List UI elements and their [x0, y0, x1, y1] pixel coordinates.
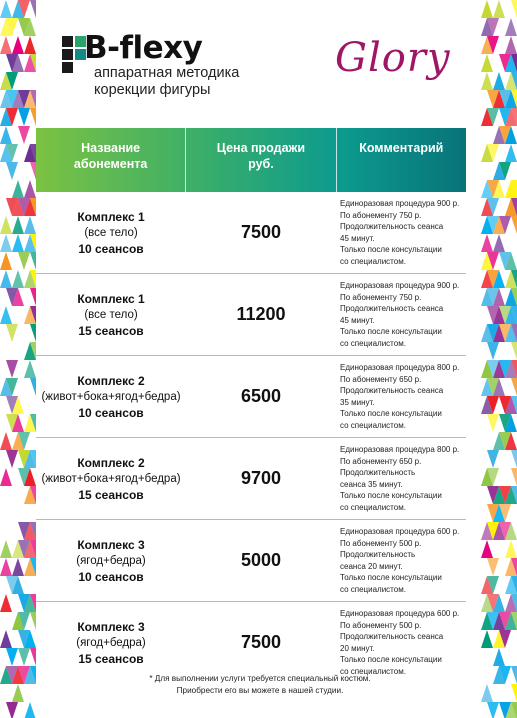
decor-triangle	[481, 0, 493, 18]
decor-triangle	[0, 432, 12, 450]
complex-zone: (ягод+бедра)	[76, 554, 146, 567]
comment-line: Продолжительность	[340, 550, 416, 559]
comment-line: Единоразовая процедура 800 р.	[340, 445, 460, 454]
decor-triangle	[0, 0, 12, 18]
complex-title: Комплекс 3	[77, 537, 145, 552]
decor-triangle	[0, 468, 12, 486]
comment-line: со специалистом.	[340, 256, 406, 266]
decor-triangle	[0, 270, 12, 288]
decor-triangle	[481, 684, 493, 702]
decor-triangle	[12, 558, 24, 576]
decor-triangle	[6, 162, 18, 180]
decor-triangle	[487, 342, 499, 360]
comment-line: 20 минут.	[340, 643, 375, 653]
table-row	[36, 356, 466, 438]
decor-triangle	[12, 216, 24, 234]
complex-zone: (все тело)	[84, 308, 138, 321]
decor-triangle	[487, 450, 499, 468]
decor-triangle	[487, 414, 499, 432]
complex-title: Комплекс 2	[77, 373, 145, 388]
price: 7500	[240, 222, 282, 242]
decor-triangle	[493, 0, 505, 18]
comment-line: Единоразовая процедура 800 р.	[340, 363, 460, 372]
decor-triangle	[24, 702, 36, 718]
session-count: 15 сеансов	[78, 487, 144, 502]
complex-title: Комплекс 1	[77, 209, 145, 224]
table-header	[36, 128, 466, 192]
complex-zone: (все тело)	[84, 226, 138, 239]
comment-line: Единоразовая процедура 900 р.	[340, 199, 460, 208]
comment-line: Продолжительность сеанса	[340, 304, 444, 313]
subscription-name	[36, 192, 186, 273]
decor-triangle	[0, 36, 12, 54]
decor-triangle	[511, 378, 517, 396]
comment-line: со специалистом.	[340, 584, 406, 594]
footnote: * Для выполнении услуги требуется специальный костюм. Приобрести его вы можете в нашей студии.	[149, 674, 371, 695]
table-row	[36, 520, 466, 602]
complex-zone: (живот+бока+ягод+бедра)	[41, 390, 181, 403]
decor-triangle	[493, 234, 505, 252]
logo-tagline: аппаратная методика корекции фигуры	[94, 65, 240, 98]
table-row	[36, 274, 466, 356]
decor-triangle	[511, 468, 517, 486]
table-row	[36, 602, 466, 683]
comment	[336, 356, 466, 437]
subscription-name	[36, 274, 186, 355]
decor-triangle	[511, 216, 517, 234]
decor-triangle	[12, 36, 24, 54]
price: 9700	[240, 468, 282, 488]
decor-triangle	[511, 0, 517, 18]
decor-triangle	[0, 306, 12, 324]
triangle-pattern-left	[0, 0, 36, 718]
comment-line: По абонементу 750 р.	[340, 210, 422, 220]
decor-triangle	[493, 72, 505, 90]
decor-triangle	[18, 648, 30, 666]
decor-triangle	[505, 36, 517, 54]
session-count: 10 сеансов	[78, 241, 144, 256]
table-row	[36, 192, 466, 274]
decor-triangle	[481, 540, 493, 558]
decor-triangle	[12, 684, 24, 702]
comment-line: 45 минут.	[340, 233, 375, 243]
complex-zone: (живот+бока+ягод+бедра)	[41, 472, 181, 485]
session-count: 10 сеансов	[78, 405, 144, 420]
header-name: Название абонемента	[73, 141, 148, 171]
decor-triangle	[30, 108, 36, 126]
subscription-name	[36, 356, 186, 437]
comment-line: со специалистом.	[340, 420, 406, 430]
comment-line: Только после консультации	[340, 655, 442, 664]
decor-triangle	[0, 216, 12, 234]
decor-triangle	[481, 72, 493, 90]
subscription-name	[36, 520, 186, 601]
decor-triangle	[24, 360, 36, 378]
header-price: Цена продажи руб.	[185, 128, 335, 192]
comment-line: 45 минут.	[340, 315, 375, 325]
table-body	[36, 192, 466, 683]
comment-line: Продолжительность сеанса	[340, 222, 444, 231]
comment-line: со специалистом.	[340, 666, 406, 676]
subscription-name	[36, 602, 186, 683]
decor-triangle	[481, 630, 493, 648]
comment-line: Продолжительность сеанса	[340, 386, 444, 395]
comment-line: Единоразовая процедура 900 р.	[340, 281, 460, 290]
studio-logo: Glory	[335, 35, 451, 81]
comment	[336, 520, 466, 601]
decor-triangle	[6, 450, 18, 468]
price: 6500	[240, 386, 282, 406]
comment-line: Единоразовая процедура 600 р.	[340, 609, 460, 618]
decor-triangle	[487, 702, 499, 718]
decor-triangle	[24, 36, 36, 54]
comment-line: По абонементу 500 р.	[340, 538, 422, 548]
decor-triangle	[511, 450, 517, 468]
decor-triangle	[0, 558, 12, 576]
price: 5000	[240, 550, 282, 570]
complex-title: Комплекс 3	[77, 619, 145, 634]
decor-triangle	[12, 180, 24, 198]
decor-triangle	[6, 648, 18, 666]
complex-title: Комплекс 2	[77, 455, 145, 470]
decor-triangle	[0, 540, 12, 558]
comment-line: Только после консультации	[340, 245, 442, 254]
table-row	[36, 438, 466, 520]
decor-triangle	[511, 342, 517, 360]
decor-triangle	[30, 0, 36, 18]
decor-triangle	[505, 540, 517, 558]
comment-line: Единоразовая процедура 600 р.	[340, 527, 460, 536]
decor-triangle	[0, 594, 12, 612]
decor-triangle	[0, 630, 12, 648]
comment-line: со специалистом.	[340, 502, 406, 512]
comment-line: Только после консультации	[340, 327, 442, 336]
decor-triangle	[481, 54, 493, 72]
comment	[336, 602, 466, 683]
complex-zone: (ягод+бедра)	[76, 636, 146, 649]
decor-triangle	[481, 234, 493, 252]
decor-triangle	[18, 252, 30, 270]
header-comment: Комментарий	[336, 128, 466, 192]
decor-triangle	[6, 360, 18, 378]
comment-line: Продолжительность сеанса	[340, 632, 444, 641]
comment-line: 35 минут.	[340, 397, 375, 407]
comment	[336, 438, 466, 519]
comment-line: По абонементу 650 р.	[340, 456, 422, 466]
decor-triangle	[18, 126, 30, 144]
comment-line: сеанса 20 минут.	[340, 561, 403, 571]
comment	[336, 274, 466, 355]
decor-triangle	[0, 234, 12, 252]
decor-triangle	[505, 18, 517, 36]
comment	[336, 192, 466, 273]
decor-triangle	[12, 270, 24, 288]
decor-triangle	[24, 180, 36, 198]
complex-title: Комплекс 1	[77, 291, 145, 306]
triangle-pattern-right	[481, 0, 517, 718]
decor-triangle	[511, 684, 517, 702]
comment-line: По абонементу 750 р.	[340, 292, 422, 302]
session-count: 15 сеансов	[78, 651, 144, 666]
decor-triangle	[0, 252, 12, 270]
price: 7500	[240, 632, 282, 652]
decor-triangle	[493, 648, 505, 666]
session-count: 10 сеансов	[78, 569, 144, 584]
comment-line: По абонементу 500 р.	[340, 620, 422, 630]
decor-triangle	[487, 558, 499, 576]
decor-triangle	[511, 666, 517, 684]
price-table	[36, 128, 466, 683]
decor-triangle	[0, 126, 12, 144]
comment-line: Только после консультации	[340, 573, 442, 582]
comment-line: Продолжительность	[340, 468, 416, 477]
price: 11200	[236, 304, 286, 324]
decor-triangle	[18, 108, 30, 126]
decor-triangle	[6, 702, 18, 718]
comment-line: со специалистом.	[340, 338, 406, 348]
decor-triangle	[24, 216, 36, 234]
comment-line: Только после консультации	[340, 409, 442, 418]
comment-line: сеанса 35 минут.	[340, 479, 403, 489]
subscription-name	[36, 438, 186, 519]
session-count: 15 сеансов	[78, 323, 144, 338]
decor-triangle	[505, 144, 517, 162]
decor-triangle	[6, 324, 18, 342]
decor-triangle	[12, 234, 24, 252]
comment-line: По абонементу 650 р.	[340, 374, 422, 384]
logo-wordmark: B-flexy	[84, 30, 203, 66]
comment-line: Только после консультации	[340, 491, 442, 500]
